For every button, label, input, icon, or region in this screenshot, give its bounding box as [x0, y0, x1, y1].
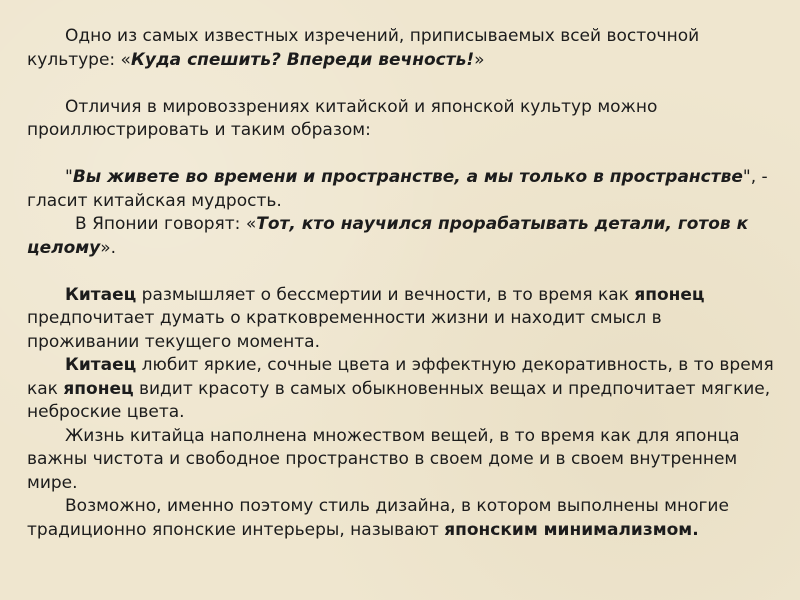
spacer — [27, 143, 779, 167]
quote-emphasis: Куда спешить? Впереди вечность! — [130, 49, 475, 70]
paragraph-space — [27, 425, 779, 496]
paragraph-text: " — [65, 167, 73, 187]
paragraph-eternity-vs-moment — [27, 284, 779, 355]
paragraph-text: любит яркие, сочные цвета и эффектную декоративность, в то время как — [27, 355, 774, 399]
paragraph-differences-intro — [27, 96, 779, 143]
paragraph-text: размышляет о бессмертии и вечности, в то время как — [136, 284, 635, 305]
keyword-chinese: Китаец — [65, 284, 137, 305]
keyword-minimalism: японским минимализмом. — [444, 519, 699, 540]
paragraph-chinese-wisdom — [27, 166, 779, 213]
paragraph-text: Отличия в мировоззрениях китайской и японской культур можно проиллюстрировать и таким образом: — [27, 96, 658, 140]
paragraph-text: ». — [100, 237, 117, 258]
paragraph-text: Одно из самых известных изречений, приписываемых всей восточной культуре: « — [27, 26, 700, 70]
paragraph-text: Возможно, именно поэтому стиль дизайна, в котором выполнены многие традиционно японские интерьеры, называют — [27, 496, 729, 540]
paragraph-colors — [27, 354, 779, 425]
keyword-japanese: японец — [634, 284, 705, 305]
keyword-chinese: Китаец — [65, 355, 137, 375]
paragraph-eastern-saying — [27, 25, 779, 72]
spacer — [27, 72, 779, 96]
quote-emphasis: Вы живете во времени и пространстве, а мы только в пространстве — [72, 167, 743, 187]
paragraph-text: видит красоту в самых обыкновенных вещах и предпочитает мягкие, неброские цвета. — [27, 378, 771, 422]
paragraph-minimalism — [27, 495, 779, 542]
paragraph-text: ", - гласит китайская мудрость. — [27, 167, 768, 211]
paragraph-text: » — [474, 49, 485, 70]
paragraph-text: В Японии говорят: « — [75, 214, 257, 234]
keyword-japanese: японец — [63, 378, 134, 399]
paragraph-text: предпочитает думать о кратковременности жизни и находит смысл в проживании текущего момента. — [27, 308, 662, 352]
slide-text-body — [27, 25, 779, 542]
quote-emphasis: Тот, кто научился прорабатывать детали, готов к целому — [27, 214, 749, 258]
paragraph-japanese-saying — [27, 213, 779, 260]
paragraph-text: Жизнь китайца наполнена множеством вещей, в то время как для японца важны чистота и свободное пространство в своем доме и в своем внутреннем мире. — [27, 425, 740, 493]
spacer — [27, 260, 779, 284]
